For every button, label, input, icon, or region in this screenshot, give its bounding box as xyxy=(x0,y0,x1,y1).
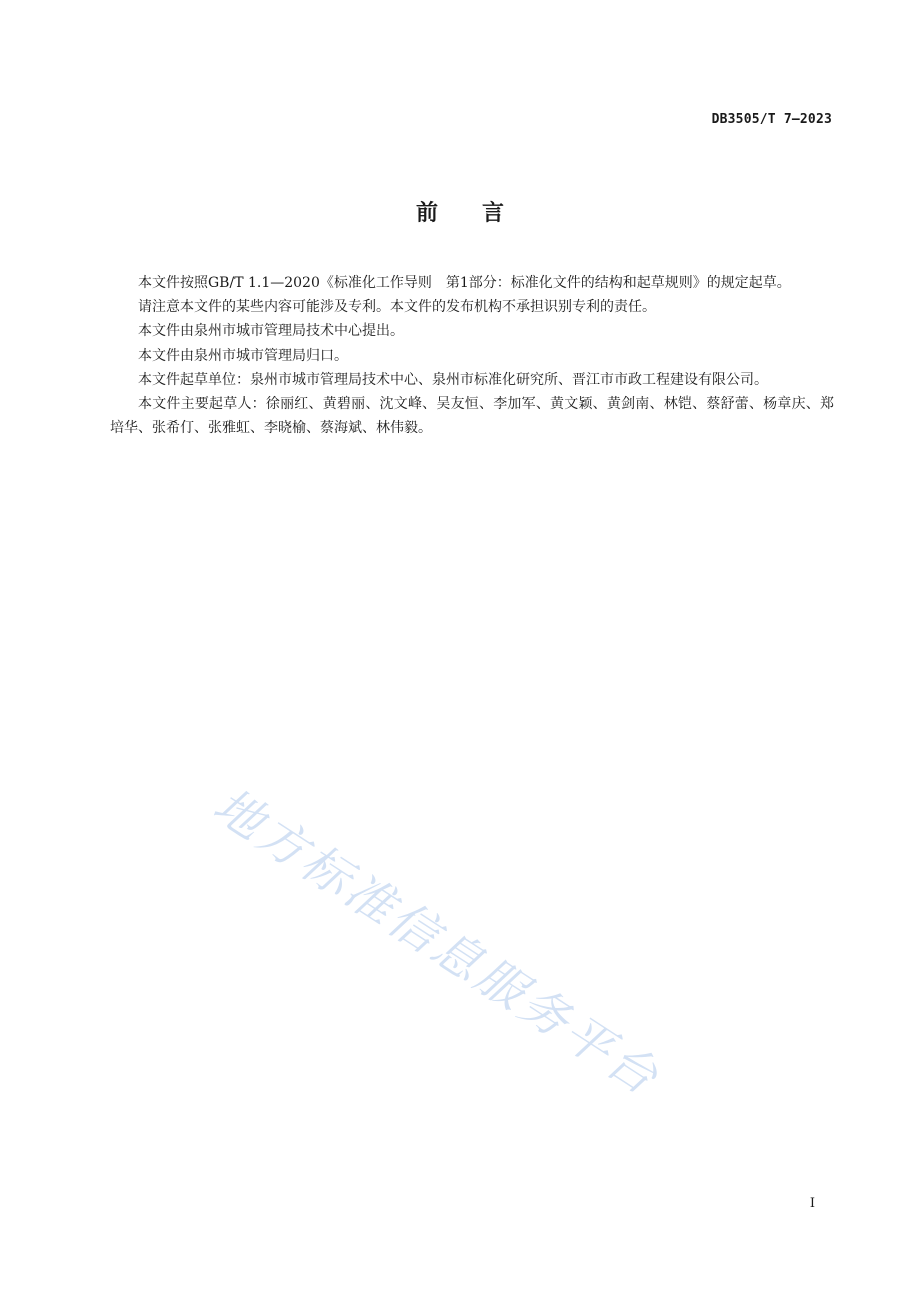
paragraph-drafters: 本文件主要起草人：徐丽红、黄碧丽、沈文峰、吴友恒、李加军、黄文颖、黄剑南、林铠、蔡舒蕾、杨章庆、郑培华、张希仃、张雅虹、李晓榆、蔡海斌、林伟毅。 xyxy=(110,396,834,437)
page-title: 前言 xyxy=(415,201,548,226)
page-number: I xyxy=(809,1196,815,1211)
paragraph-proposer: 本文件由泉州市城市管理局技术中心提出。 xyxy=(138,323,404,340)
paragraph-drafting-rules: 本文件按照GB/T 1.1—2020《标准化工作导则 第1部分：标准化文件的结构和起草规则》的规定起草。 xyxy=(138,275,791,291)
watermark: 地方标准信息服务平台 xyxy=(203,777,671,1108)
paragraph-drafting-units: 本文件起草单位：泉州市城市管理局技术中心、泉州市标准化研究所、晋江市市政工程建设有限公司。 xyxy=(138,371,768,388)
foreword-body xyxy=(110,271,834,440)
paragraph-administrator: 本文件由泉州市城市管理局归口。 xyxy=(138,347,348,364)
paragraph-patent-notice: 请注意本文件的某些内容可能涉及专利。本文件的发布机构不承担识别专利的责任。 xyxy=(138,299,656,316)
document-code: DB3505/T 7—2023 xyxy=(711,112,832,127)
